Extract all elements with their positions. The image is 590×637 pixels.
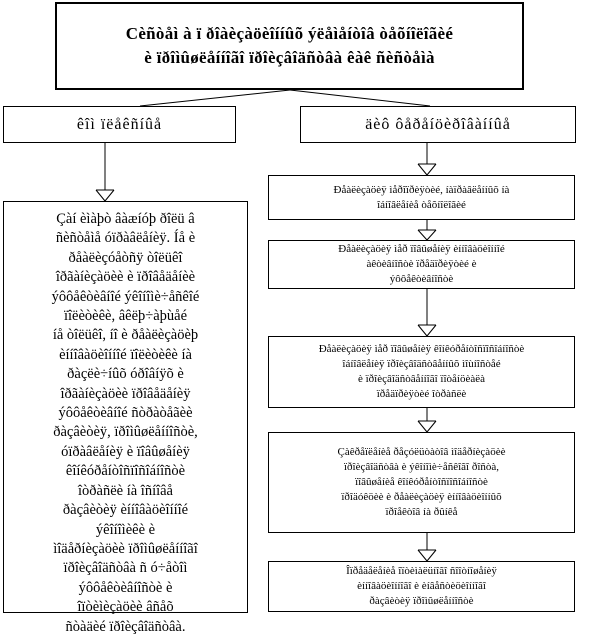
left-category-box (3, 106, 236, 143)
diagram-title: Cèñòåì à ï ðîàèçàöèîííûõ ýëåìåíòîâ òåõíîëîãèé è ïðîìûøëåííîãî ïðîèçâîäñòâà êàê ñèñòåìà (125, 24, 454, 67)
step-text-5: Îïðåäåëåíèå îïòèìàëüíîãî ñîîòíîøåíèÿ èííîâàöèîííîãî è èíâåñòèöèîííîãî ðàçâèòèÿ ïðîìûøëåííîñòè (346, 565, 497, 607)
title-to-right-connector (290, 90, 430, 106)
title-to-left-connector (140, 90, 290, 106)
diagram-title-box (55, 2, 524, 90)
step-box-1 (268, 175, 575, 220)
right-category-box (300, 106, 576, 143)
left-description-box (3, 201, 248, 635)
step-text-3: Ðåàëèçàöèÿ ìåð ïîâûøåíèÿ êîíêóðåíòîñïîñîáíîñòè îáíîâëåíèÿ ïðîèçâîäñòâåííûõ ìîùíîñòåé è ïðîèçâîäñòâåííîãî ïîòåíöèàëà ïðåäïðèÿòèé îòðàñëè (318, 343, 525, 400)
step-box-3 (268, 336, 575, 408)
left-category-label: êîì ïëåêñíûå (76, 115, 163, 133)
step-box-4 (268, 432, 575, 533)
right-category-label: äèô ôåðåíöèðîâàííûå (365, 115, 511, 133)
step-text-1: Ðåàëèçàöèÿ ìåðîïðèÿòèé, íàïðàâëåííûõ íà îáíîâëåíèå òåõíîëîãèé (333, 183, 510, 211)
step-box-5 (268, 561, 575, 612)
left-description-text: Çàí èìàþò âàæíóþ ðîëü â ñèñòåìå óïðàâëåíèÿ. Íå è ðåàëèçóåòñÿ òîëüêî îðãàíèçàöèè è ïðîâåäåíèè ýôôåêòèâíîé ýêîíîìè÷åñêîé ïîëèòèêè, âêëþ÷àþùåé íå òîëüêî, íî è ðåàëèçàöèþ èííîâàöèîííîé ïîëèòèêè íà ðàçëè÷íûõ óðîâíÿõ è îðãàíèçàöèè ïðîâåäåíèÿ ýôôåêòèâíîé ñòðàòåãèè ðàçâèòèÿ, ïðîìûøëåííîñòè, óïðàâëåíèÿ è ïîâûøåíèÿ êîíêóðåíòîñïîñîáíîñòè îòðàñëè íà îñíîâå ðàçâèòèÿ èííîâàöèîííîé ýêîíîìèêè è ìîäåðíèçàöèè ïðîìûøëåííîãî ïðîèçâîäñòâà ñ ó÷åòîì ýôôåêòèâíîñòè è îïòèìèçàöèè âñåõ ñòàäèé ïðîèçâîäñòâà. (51, 211, 200, 635)
step-box-2 (268, 240, 575, 289)
step-text-4: Çàêðåïëåíèå ðåçóëüòàòîâ ìîäåðíèçàöèè ïðîèçâîäñòâà è ýêîíîìè÷åñêîãî ðîñòà, ïîâûøåíèå êîíêóðåíòîñïîñîáíîñòè ïðîäóêöèè è ðåàëèçàöèÿ èííîâàöèîííûõ ïðîåêòîâ íà ðûíêå (337, 446, 506, 518)
step-text-2: Ðåàëèçàöèÿ ìåð ïîâûøåíèÿ èííîâàöèîííîé àêòèâíîñòè ïðåäïðèÿòèé è ýôôåêòèâíîñòè (338, 243, 505, 285)
